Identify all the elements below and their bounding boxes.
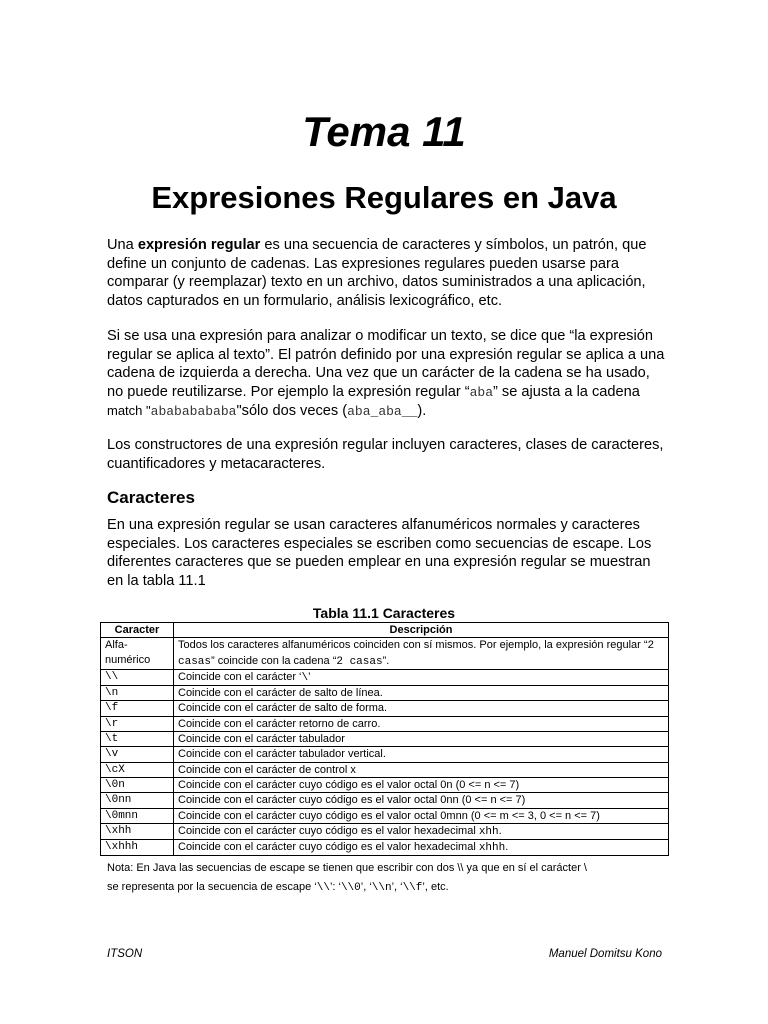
page-subtitle: Expresiones Regulares en Java — [151, 180, 617, 215]
code-abababababa: abababababa — [150, 404, 237, 420]
application-paragraph: Si se usa una expresión para analizar o modificar un texto, se dice que “la expresión regular se aplica al texto”. El patrón definido por una expresión regular se aplica a una cadena de izquierda a derecha. Una vez que un carácter de la cadena se ha usado, no puede reutilizarse. Por ejemplo la expresión regular “aba” se ajusta a la cadena match "abababababa"sólo dos veces (aba_aba__). — [107, 328, 665, 420]
cell-char: \v — [101, 747, 174, 762]
cell-char: \f — [101, 701, 174, 716]
cell-desc: Coincide con el carácter de salto de forma. — [174, 701, 669, 716]
cell-char: \r — [101, 716, 174, 731]
table-row — [101, 732, 669, 747]
cell-char: \\ — [101, 669, 174, 685]
column-header-descripcion: Descripción — [174, 623, 669, 638]
cell-desc: Coincide con el carácter de salto de línea. — [174, 686, 669, 701]
code-aba-aba: aba_aba__ — [347, 404, 418, 420]
cell-char: \0n — [101, 777, 174, 792]
code-aba: aba — [469, 384, 494, 400]
cell-char: \xhhh — [101, 840, 174, 856]
cell-desc: Coincide con el carácter tabulador vertical. — [174, 747, 669, 762]
table-note: Nota: En Java las secuencias de escape se tienen que escribir con dos \\ ya que en sí el carácter \ se representa por la secuencia de escape ‘\\’: ‘\\0’, ‘\\n’, ‘\\f’, etc. — [107, 862, 587, 894]
characters-table — [100, 622, 669, 856]
table-row — [101, 823, 669, 839]
intro-paragraph: Una expresión regular es una secuencia de caracteres y símbolos, un patrón, que define un conjunto de cadenas. Las expresiones regulares pueden usarse para comparar (y reemplazar) texto en un archivo, datos suministrados a una aplicación, datos capturados en un formulario, análisis lexicográfico, etc. — [107, 237, 647, 309]
table-row — [101, 716, 669, 731]
table-row — [101, 686, 669, 701]
cell-char: \xhh — [101, 823, 174, 839]
cell-desc: Todos los caracteres alfanuméricos coinciden con sí mismos. Por ejemplo, la expresión regular “2 casas” coincide con la cadena “2 casas”. — [174, 638, 669, 670]
table-row — [101, 747, 669, 762]
cell-desc: Coincide con el carácter cuyo código es el valor octal 0nn (0 <= n <= 7) — [174, 793, 669, 808]
footer-institution: ITSON — [107, 948, 143, 960]
table-row — [101, 638, 669, 670]
cell-desc: Coincide con el carácter cuyo código es el valor hexadecimal xhh. — [174, 823, 669, 839]
term-expresion-regular: expresión regular — [137, 237, 261, 253]
table-row — [101, 701, 669, 716]
table-row — [101, 762, 669, 777]
caracteres-paragraph: En una expresión regular se usan caracteres alfanuméricos normales y caracteres especiales. Los caracteres especiales se escriben como secuencias de escape. Los diferentes caracteres que se pueden emplear en una expresión regular se muestran en la tabla 11.1 — [107, 517, 652, 589]
cell-desc: Coincide con el carácter tabulador — [174, 732, 669, 747]
cell-desc: Coincide con el carácter cuyo código es el valor octal 0mnn (0 <= m <= 3, 0 <= n <= 7) — [174, 808, 669, 823]
table-header-row — [101, 623, 669, 638]
cell-char: \0mnn — [101, 808, 174, 823]
cell-char: \n — [101, 686, 174, 701]
cell-desc: Coincide con el carácter ‘\’ — [174, 669, 669, 685]
table-row — [101, 793, 669, 808]
cell-char: Alfa-numérico — [101, 638, 174, 670]
table-row — [101, 669, 669, 685]
cell-char: \t — [101, 732, 174, 747]
column-header-caracter: Caracter — [101, 623, 174, 638]
cell-char: \cX — [101, 762, 174, 777]
table-row — [101, 840, 669, 856]
table-caption: Tabla 11.1 Caracteres — [312, 605, 456, 621]
section-heading-caracteres: Caracteres — [107, 488, 195, 507]
page-title: Tema 11 — [302, 108, 466, 155]
cell-char: \0nn — [101, 793, 174, 808]
footer-author: Manuel Domitsu Kono — [548, 948, 662, 960]
cell-desc: Coincide con el carácter cuyo código es el valor hexadecimal xhhh. — [174, 840, 669, 856]
constructors-paragraph: Los constructores de una expresión regular incluyen caracteres, clases de caracteres, cuantificadores y metacaracteres. — [107, 437, 664, 472]
cell-desc: Coincide con el carácter de control x — [174, 762, 669, 777]
table-row — [101, 777, 669, 792]
table-row — [101, 808, 669, 823]
cell-desc: Coincide con el carácter retorno de carro. — [174, 716, 669, 731]
cell-desc: Coincide con el carácter cuyo código es el valor octal 0n (0 <= n <= 7) — [174, 777, 669, 792]
